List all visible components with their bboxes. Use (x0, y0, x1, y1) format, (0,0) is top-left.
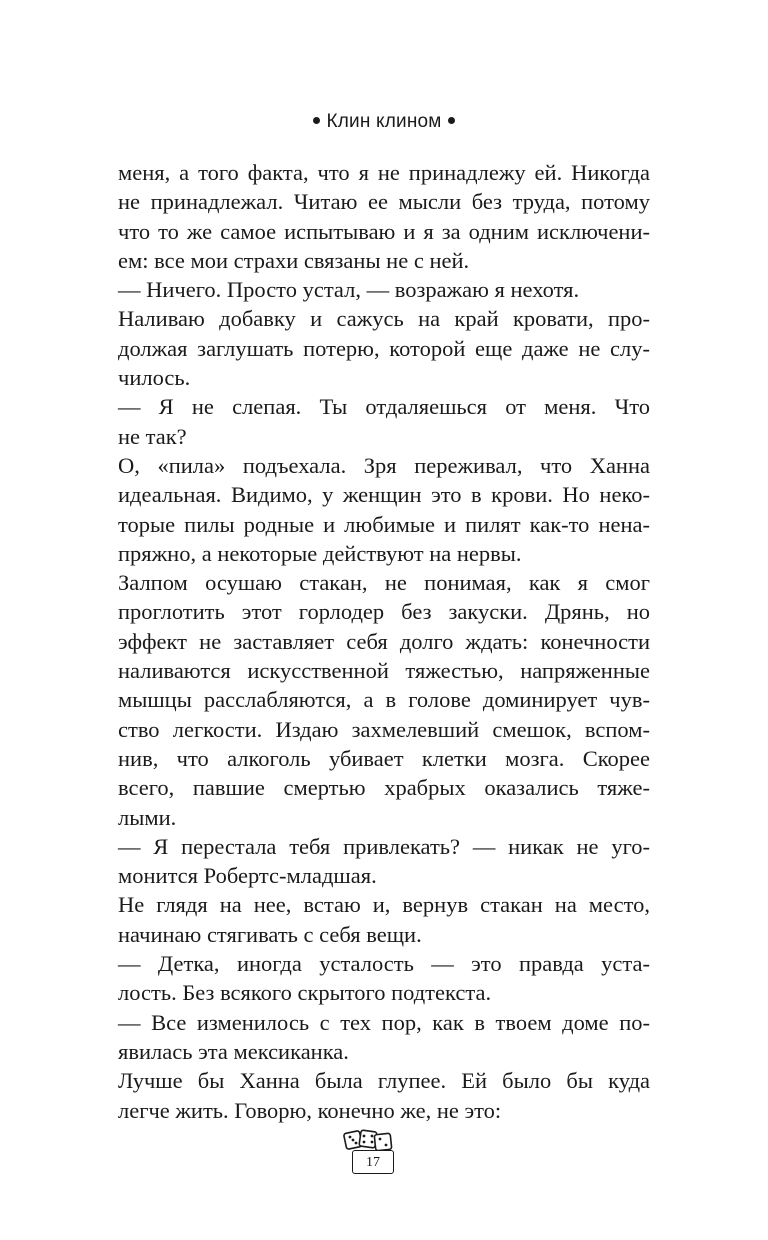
text-line: лыми. (118, 804, 177, 830)
text-line: не так? (118, 423, 187, 449)
text-line: должая заглушать потерю, которой еще даже не слу- (118, 335, 650, 361)
text-line: меня, а того факта, что я не принадлежу ей. Никогда (118, 160, 650, 185)
text-line: явилась эта мексиканка. (118, 1038, 349, 1064)
text-line: О, «пила» подъехала. Зря переживал, что Ханна (118, 452, 650, 478)
text-line: наливаются искусственной тяжестью, напряженные (118, 658, 650, 684)
body-text (118, 158, 650, 1125)
text-line: Лучше бы Ханна была глупее. Ей было бы куда (118, 1068, 650, 1094)
bullet-icon (448, 117, 455, 124)
text-line: пряжно, а некоторые действуют на нервы. (118, 540, 522, 566)
text-line: — Все изменилось с тех пор, как в твоем доме по- (118, 1009, 650, 1035)
text-line: начинаю стягивать с себя вещи. (118, 921, 422, 947)
text-line: нив, что алкоголь убивает клетки мозга. Скорее (118, 745, 650, 771)
text-line: мышцы расслабляются, а в голове доминирует чув- (118, 687, 650, 713)
text-line: — Я перестала тебя привлекать? — никак не уго- (118, 833, 650, 859)
text-line: проглотить этот горлодер без закуски. Дрянь, но (118, 599, 650, 625)
bullet-icon (313, 117, 320, 124)
text-line: всего, павшие смертью храбрых оказались тяже- (118, 775, 650, 801)
text-line: ем: все мои страхи связаны не с ней. (118, 247, 470, 273)
text-line: легче жить. Говорю, конечно же, не это: (118, 1097, 502, 1123)
text-line: монится Робертс-младшая. (118, 863, 377, 889)
text-line: эффект не заставляет себя долго ждать: конечности (118, 628, 650, 654)
text-line: чилось. (118, 365, 191, 391)
text-line: — Детка, иногда усталость — это правда уста- (118, 951, 650, 977)
text-line: ство легкости. Издаю захмелевший смешок, вспом- (118, 716, 650, 742)
text-line: идеальная. Видимо, у женщин это в крови. Но неко- (118, 482, 650, 508)
text-line: Наливаю добавку и сажусь на край кровати, про- (118, 306, 650, 332)
text-line: — Ничего. Просто устал, — возражаю я нехотя. (118, 277, 580, 303)
text-line: — Я не слепая. Ты отдаляешься от меня. Что (118, 394, 650, 420)
text-line: не принадлежал. Читаю ее мысли без труда, потому (118, 189, 650, 215)
text-line: торые пилы родные и любимые и пилят как-то нена- (118, 511, 650, 537)
text-line: лость. Без всякого скрытого подтекста. (118, 980, 492, 1006)
running-header (0, 111, 768, 133)
running-title: Клин клином (326, 111, 442, 132)
text-line: что то же самое испытываю и я за одним исключени- (118, 218, 650, 244)
page-number: 17 (352, 1150, 394, 1174)
text-line: Не глядя на нее, встаю и, вернув стакан на место, (118, 892, 650, 918)
text-line: Залпом осушаю стакан, не понимая, как я смог (118, 570, 650, 596)
